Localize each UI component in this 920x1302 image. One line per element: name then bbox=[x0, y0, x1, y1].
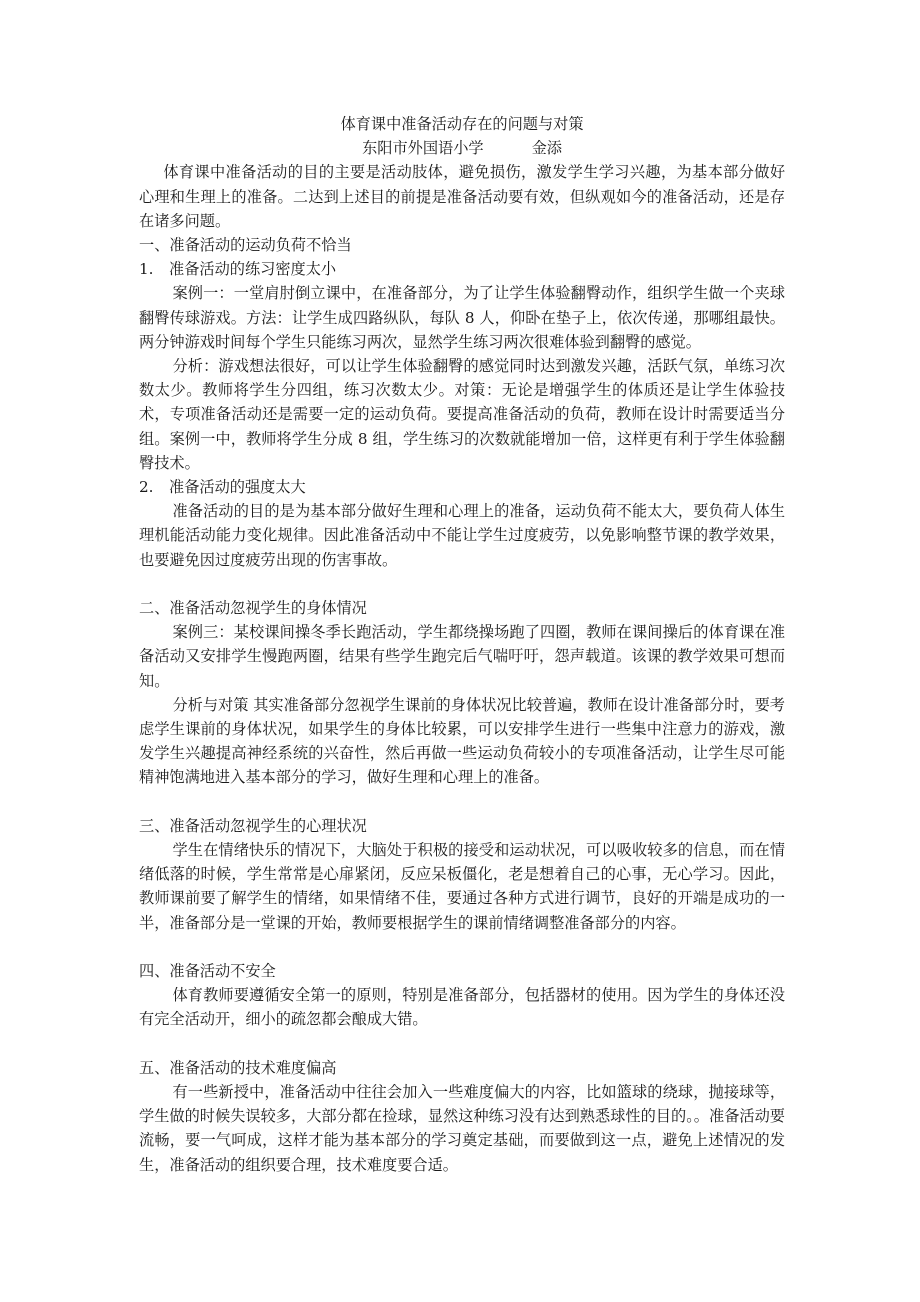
subsection-title: 准备活动的强度太大 bbox=[169, 478, 306, 497]
document-byline bbox=[139, 136, 785, 160]
analysis-2-paragraph: 分析与对策 其实准备部分忽视学生课前的身体状况比较普遍，教师在设计准备部分时，要考虑学生课前的身体状况，如果学生的身体比较累，可以安排学生进行一些集中注意力的游戏，激发学生兴趣提高神经系统的兴奋性，然后再做一些运动负荷较小的专项准备活动，让学生尽可能精神饱满地进入基本部分的学习，做好生理和心理上的准备。 bbox=[139, 695, 785, 787]
intensity-paragraph: 准备活动的目的是为基本部分做好生理和心理上的准备，运动负荷不能太大，要负荷人体生理机能活动能力变化规律。因此准备活动中不能让学生过度疲劳，以免影响整节课的教学效果，也要避免因过度疲劳出现的伤害事故。 bbox=[139, 502, 785, 569]
blank-line bbox=[139, 790, 785, 814]
intro-paragraph: 体育课中准备活动的目的主要是活动肢体，避免损伤，激发学生学习兴趣，为基本部分做好心理和生理上的准备。二达到上述目的前提是准备活动要有效，但纵观如今的准备活动，还是存在诸多问题。 bbox=[139, 163, 785, 230]
section-1-heading: 一、准备活动的运动负荷不恰当 bbox=[139, 236, 352, 255]
document-title: 体育课中准备活动存在的问题与对策 bbox=[340, 115, 584, 133]
mood-paragraph: 学生在情绪快乐的情况下，大脑处于积极的接受和运动状况，可以吸收较多的信息，而在情绪低落的时候，学生常常是心扉紧闭，反应呆板僵化，老是想着自己的心事，无心学习。因此，教师课前要了解学生的情绪，如果情绪不佳，要通过各种方式进行调节，良好的开端是成功的一半，准备部分是一堂课的开始，教师要根据学生的课前情绪调整准备部分的内容。 bbox=[139, 841, 785, 932]
section-3-heading: 三、准备活动忽视学生的心理状况 bbox=[139, 816, 367, 835]
subsection-number: 2. bbox=[139, 478, 154, 497]
author-name: 金添 bbox=[531, 139, 562, 158]
blank-line bbox=[139, 1032, 785, 1056]
case-1-paragraph: 案例一：一堂肩肘倒立课中，在准备部分，为了让学生体验翻臀动作，组织学生做一个夹球翻臀传球游戏。方法：让学生成四路纵队，每队 8 人，仰卧在垫子上，依次传递，那哪组最快。两分钟游戏时间每个学生只能练习两次，显然学生练习两次很难体验到翻臀的感觉。 bbox=[139, 284, 785, 351]
subsection-title: 准备活动的练习密度太小 bbox=[169, 260, 337, 279]
safety-paragraph: 体育教师要遵循安全第一的原则，特别是准备部分，包括器材的使用。因为学生的身体还没有完全活动开，细小的疏忽都会酿成大错。 bbox=[139, 986, 785, 1029]
case-3-paragraph: 案例三：某校课间操冬季长跑活动，学生都绕操场跑了四圈，教师在课间操后的体育课在准备活动又安排学生慢跑两圈，结果有些学生跑完后气喘吁吁，怨声载道。该课的教学效果可想而知。 bbox=[139, 623, 785, 690]
subsection-1-2-heading bbox=[139, 475, 785, 499]
section-2-heading: 二、准备活动忽视学生的身体情况 bbox=[139, 599, 367, 618]
subsection-1-1-heading bbox=[139, 257, 785, 281]
blank-line bbox=[139, 572, 785, 596]
analysis-1-paragraph: 分析：游戏想法很好，可以让学生体验翻臀的感觉同时达到激发兴趣，活跃气氛，单练习次数太少。教师将学生分四组，练习次数太少。对策：无论是增强学生的体质还是让学生体验技术，专项准备活动还是需要一定的运动负荷。要提高准备活动的负荷，教师在设计时需要适当分组。案例一中，教师将学生分成 8 组，学生练习的次数就能增加一倍，这样更有利于学生体验翻臀技术。 bbox=[139, 357, 785, 472]
section-5-heading: 五、准备活动的技术难度偏高 bbox=[139, 1058, 337, 1077]
blank-line bbox=[139, 935, 785, 959]
subsection-number: 1. bbox=[139, 260, 154, 279]
school-name: 东阳市外国语小学 bbox=[362, 139, 484, 158]
document-page bbox=[139, 112, 785, 1177]
section-4-heading: 四、准备活动不安全 bbox=[139, 962, 276, 981]
difficulty-paragraph: 有一些新授中，准备活动中往往会加入一些难度偏大的内容，比如篮球的绕球，抛接球等，学生做的时候失误较多，大部分都在捡球，显然这种练习没有达到熟悉球性的目的。。准备活动要流畅，要一气呵成，这样才能为基本部分的学习奠定基础，而要做到这一点，避免上述情况的发生，准备活动的组织要合理，技术难度要合适。 bbox=[139, 1083, 785, 1174]
